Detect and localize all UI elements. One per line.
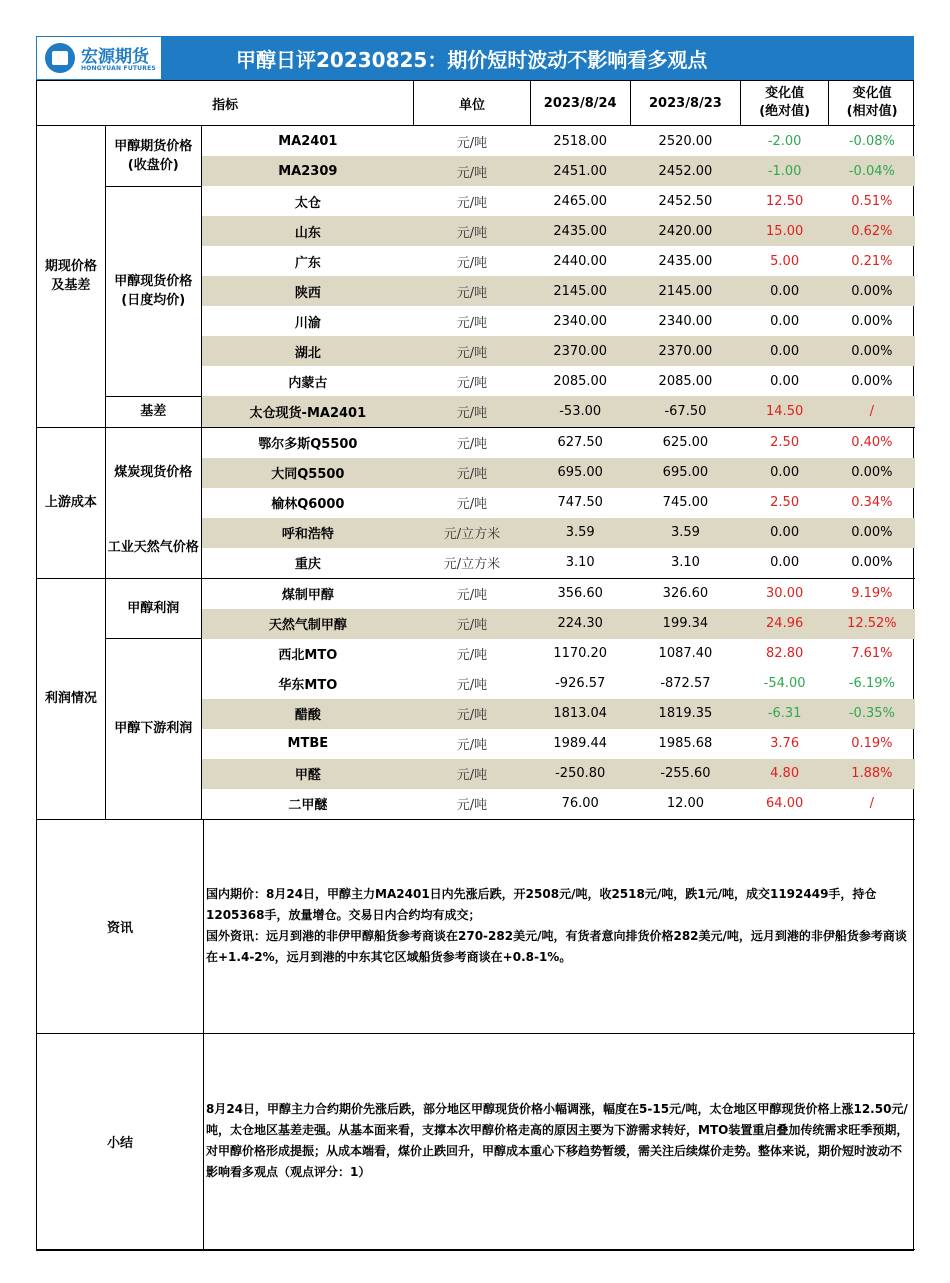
- rel-change-value: -0.04%: [829, 156, 915, 186]
- category-upstream-cost: 上游成本: [37, 427, 105, 578]
- company-logo: [36, 36, 162, 80]
- col-abs-change: 变化值 (绝对值): [741, 81, 829, 126]
- indicator-name: 重庆: [201, 548, 414, 579]
- logo-en-text: HONGYUAN FUTURES: [81, 65, 156, 72]
- unit-value: 元/吨: [456, 497, 488, 512]
- abs-change-value: 4.80: [741, 759, 829, 789]
- value-2023-8-24: 3.10: [530, 548, 630, 579]
- summary-label: 小结: [37, 1033, 204, 1249]
- report-title: 甲醇日评20230825：期价短时波动不影响看多观点: [236, 48, 708, 72]
- table-row: [37, 639, 915, 669]
- abs-change-value: 0.00: [770, 313, 800, 329]
- abs-change-value: 0.00: [770, 373, 800, 389]
- abs-change-value: 64.00: [766, 796, 804, 811]
- news-row: [37, 819, 915, 1033]
- unit-value: 元/吨: [414, 276, 530, 306]
- value-2023-8-23: 2370.00: [630, 336, 740, 366]
- unit-value: 元/吨: [456, 437, 488, 452]
- indicator-name: 大同Q5500: [201, 458, 414, 488]
- summary-text: 8月24日，甲醇主力合约期价先涨后跌，部分地区甲醇现货价格小幅调涨，幅度在5-15元/吨，太仓地区甲醇现货价格上涨12.50元/吨，太仓地区基差走强。从基本面来看，支撑本次甲醇价格走高的原因主要为下游需求转好，MTO装置重启叠加传统需求旺季预期，对甲醇价格形成提振；从成本端看，煤价止跌回升，甲醇成本重心下移趋势暂缓，需关注后续煤价走势。整体来说，期价短时波动不影响看多观点（观点评分：1）: [206, 1102, 909, 1179]
- unit-value: 元/吨: [456, 315, 488, 331]
- rel-change-value: 0.00%: [829, 276, 915, 306]
- abs-change-value: -1.00: [741, 156, 829, 186]
- subcategory-futures-price: 甲醇期货价格 (收盘价): [105, 126, 201, 187]
- value-2023-8-23: 2145.00: [630, 276, 740, 306]
- value-2023-8-24: 627.50: [557, 435, 603, 450]
- subcategory-basis: 基差: [105, 396, 201, 427]
- rel-change-value: /: [869, 796, 875, 811]
- abs-change-value: 24.96: [741, 609, 829, 639]
- indicator-name: MA2401: [278, 133, 338, 149]
- unit-value: 元/吨: [456, 255, 488, 271]
- value-2023-8-24: 2440.00: [553, 253, 608, 269]
- value-2023-8-24: -250.80: [530, 759, 630, 789]
- value-2023-8-24: 1170.20: [553, 646, 608, 661]
- value-2023-8-24: 2465.00: [553, 193, 608, 209]
- indicator-name: 内蒙古: [288, 375, 328, 391]
- value-2023-8-24: 2370.00: [530, 336, 630, 366]
- indicator-name: 太仓现货-MA2401: [201, 396, 414, 427]
- indicator-name: 太仓: [294, 195, 321, 211]
- rel-change-value: 0.34%: [851, 495, 893, 510]
- abs-change-value: -54.00: [763, 676, 806, 691]
- unit-value: 元/立方米: [414, 518, 530, 548]
- table-row: [37, 186, 915, 216]
- indicator-name: MTBE: [287, 736, 329, 751]
- abs-change-value: 2.50: [770, 435, 800, 450]
- value-2023-8-24: -926.57: [555, 676, 606, 691]
- unit-value: 元/吨: [456, 738, 488, 753]
- unit-value: 元/吨: [414, 609, 530, 639]
- value-2023-8-23: 199.34: [630, 609, 740, 639]
- value-2023-8-23: 745.00: [662, 495, 709, 510]
- indicator-name: 陕西: [201, 276, 414, 306]
- subcategory-coal-price: 煤炭现货价格: [105, 427, 201, 518]
- rel-change-value: -0.08%: [848, 133, 895, 149]
- news-paragraph: 国外资讯：远月到港的非伊甲醇船货参考商谈在270-282美元/吨，有货者意向排货价格282美元/吨，远月到港的非伊船货参考商谈在+1.4-2%，远月到港的中东其它区域船货参考商谈在+0.8-1%。: [206, 929, 907, 964]
- news-paragraphs: [206, 884, 911, 968]
- value-2023-8-23: -67.50: [630, 396, 740, 427]
- table-row: [37, 396, 915, 427]
- category-futures-spot: 期现价格 及基差: [37, 126, 105, 428]
- value-2023-8-23: 2452.50: [658, 193, 713, 209]
- abs-change-value: 0.00: [741, 518, 829, 548]
- value-2023-8-24: 2340.00: [553, 313, 608, 329]
- notes-table: [37, 819, 915, 1250]
- value-2023-8-23: 1819.35: [630, 699, 740, 729]
- abs-change-value: 14.50: [741, 396, 829, 427]
- value-2023-8-24: 747.50: [557, 495, 603, 510]
- category-profit: 利润情况: [37, 578, 105, 819]
- subcategory-methanol-profit: 甲醇利润: [105, 578, 201, 639]
- col-date-2: 2023/8/23: [630, 81, 740, 126]
- value-2023-8-23: -872.57: [660, 676, 711, 691]
- rel-change-value: 12.52%: [829, 609, 915, 639]
- rel-change-value: 0.00%: [829, 458, 915, 488]
- value-2023-8-24: 356.60: [557, 586, 603, 601]
- value-2023-8-23: 12.00: [666, 796, 705, 811]
- unit-value: 元/吨: [414, 759, 530, 789]
- col-date-1: 2023/8/24: [530, 81, 630, 126]
- value-2023-8-24: 1813.04: [530, 699, 630, 729]
- abs-change-value: -6.31: [741, 699, 829, 729]
- abs-change-value: 2.50: [770, 495, 800, 510]
- report-banner: [36, 36, 914, 80]
- table-row: [37, 427, 915, 458]
- unit-value: 元/吨: [414, 156, 530, 186]
- value-2023-8-23: 2452.00: [630, 156, 740, 186]
- rel-change-value: 0.00%: [851, 373, 893, 389]
- rel-change-value: 7.61%: [851, 646, 893, 661]
- indicator-name: MA2309: [201, 156, 414, 186]
- abs-change-value: 0.00: [741, 276, 829, 306]
- value-2023-8-24: 2451.00: [530, 156, 630, 186]
- value-2023-8-23: 2340.00: [658, 313, 713, 329]
- rel-change-value: 1.88%: [829, 759, 915, 789]
- abs-change-value: 0.00: [741, 336, 829, 366]
- report-sheet: [36, 36, 914, 1251]
- value-2023-8-23: 1087.40: [658, 646, 713, 661]
- indicator-name: 湖北: [201, 336, 414, 366]
- value-2023-8-24: 1989.44: [553, 736, 608, 751]
- value-2023-8-23: 3.10: [630, 548, 740, 579]
- news-paragraph: 国内期价：8月24日，甲醇主力MA2401日内先涨后跌，开2508元/吨，收2518元/吨，跌1元/吨，成交1192449手，持仓1205368手，放量增仓。交易日内合约均有成交；: [206, 887, 877, 922]
- value-2023-8-24: 224.30: [530, 609, 630, 639]
- rel-change-value: 0.00%: [829, 336, 915, 366]
- unit-value: 元/吨: [456, 678, 488, 693]
- abs-change-value: 5.00: [770, 253, 800, 269]
- unit-value: 元/吨: [414, 396, 530, 427]
- abs-change-value: 3.76: [770, 736, 800, 751]
- indicator-name: 煤制甲醇: [281, 588, 334, 603]
- value-2023-8-23: 2435.00: [658, 253, 713, 269]
- logo-mark-icon: [45, 43, 75, 73]
- unit-value: 元/吨: [414, 699, 530, 729]
- unit-value: 元/吨: [456, 135, 488, 151]
- rel-change-value: 0.40%: [851, 435, 893, 450]
- value-2023-8-24: -53.00: [530, 396, 630, 427]
- unit-value: 元/吨: [414, 216, 530, 246]
- rel-change-value: -6.19%: [848, 676, 895, 691]
- unit-value: 元/吨: [456, 195, 488, 211]
- indicator-name: 榆林Q6000: [271, 497, 345, 512]
- abs-change-value: -2.00: [767, 133, 802, 149]
- value-2023-8-23: 695.00: [630, 458, 740, 488]
- header-row: [37, 81, 915, 126]
- unit-value: 元/吨: [414, 336, 530, 366]
- unit-value: 元/吨: [456, 648, 488, 663]
- table-row: [37, 518, 915, 548]
- abs-change-value: 82.80: [766, 646, 804, 661]
- rel-change-value: /: [829, 396, 915, 427]
- col-unit: 单位: [414, 81, 530, 126]
- indicator-name: 甲醛: [201, 759, 414, 789]
- rel-change-value: 0.00%: [829, 548, 915, 579]
- value-2023-8-24: 2085.00: [553, 373, 608, 389]
- indicator-name: 二甲醚: [288, 798, 328, 813]
- news-text: [204, 819, 916, 1033]
- value-2023-8-24: 2518.00: [553, 133, 608, 149]
- summary-row: [37, 1033, 915, 1249]
- table-row: [37, 126, 915, 157]
- indicator-name: 广东: [294, 255, 321, 271]
- value-2023-8-24: 76.00: [561, 796, 599, 811]
- news-label: 资讯: [37, 819, 204, 1033]
- abs-change-value: 30.00: [766, 586, 804, 601]
- value-2023-8-24: 3.59: [530, 518, 630, 548]
- indicator-name: 呼和浩特: [201, 518, 414, 548]
- value-2023-8-23: 2520.00: [658, 133, 713, 149]
- rel-change-value: 0.19%: [851, 736, 893, 751]
- abs-change-value: 12.50: [766, 193, 804, 209]
- rel-change-value: 0.00%: [851, 313, 893, 329]
- rel-change-value: -0.35%: [829, 699, 915, 729]
- indicator-name: 鄂尔多斯Q5500: [258, 437, 358, 452]
- value-2023-8-23: -255.60: [630, 759, 740, 789]
- abs-change-value: 15.00: [741, 216, 829, 246]
- value-2023-8-24: 695.00: [530, 458, 630, 488]
- col-indicator: 指标: [37, 81, 414, 126]
- data-table-frame: [36, 80, 914, 1251]
- subcategory-gas-price: 工业天然气价格: [105, 518, 201, 579]
- data-table: [37, 81, 915, 819]
- indicator-name: 醋酸: [201, 699, 414, 729]
- unit-value: 元/吨: [414, 458, 530, 488]
- abs-change-value: 0.00: [741, 458, 829, 488]
- unit-value: 元/吨: [456, 375, 488, 391]
- value-2023-8-24: 2435.00: [530, 216, 630, 246]
- value-2023-8-24: 2145.00: [530, 276, 630, 306]
- rel-change-value: 9.19%: [851, 586, 893, 601]
- indicator-name: 华东MTO: [278, 678, 338, 693]
- indicator-name: 天然气制甲醇: [201, 609, 414, 639]
- rel-change-value: 0.62%: [829, 216, 915, 246]
- value-2023-8-23: 1985.68: [658, 736, 713, 751]
- indicator-name: 川渝: [294, 315, 321, 331]
- rel-change-value: 0.00%: [829, 518, 915, 548]
- table-row: [37, 578, 915, 609]
- logo-cn-text: 宏源期货: [81, 47, 149, 67]
- value-2023-8-23: 625.00: [662, 435, 709, 450]
- subcategory-downstream-profit: 甲醇下游利润: [105, 639, 201, 819]
- rel-change-value: 0.51%: [851, 193, 893, 209]
- unit-value: 元/吨: [456, 798, 488, 813]
- value-2023-8-23: 2420.00: [630, 216, 740, 246]
- value-2023-8-23: 326.60: [662, 586, 709, 601]
- unit-value: 元/吨: [456, 588, 488, 603]
- col-rel-change: 变化值 (相对值): [829, 81, 915, 126]
- unit-value: 元/立方米: [414, 548, 530, 579]
- indicator-name: 山东: [201, 216, 414, 246]
- abs-change-value: 0.00: [741, 548, 829, 579]
- value-2023-8-23: 3.59: [630, 518, 740, 548]
- subcategory-spot-price: 甲醇现货价格 (日度均价): [105, 186, 201, 396]
- rel-change-value: 0.21%: [851, 253, 893, 269]
- value-2023-8-23: 2085.00: [658, 373, 713, 389]
- indicator-name: 西北MTO: [278, 648, 338, 663]
